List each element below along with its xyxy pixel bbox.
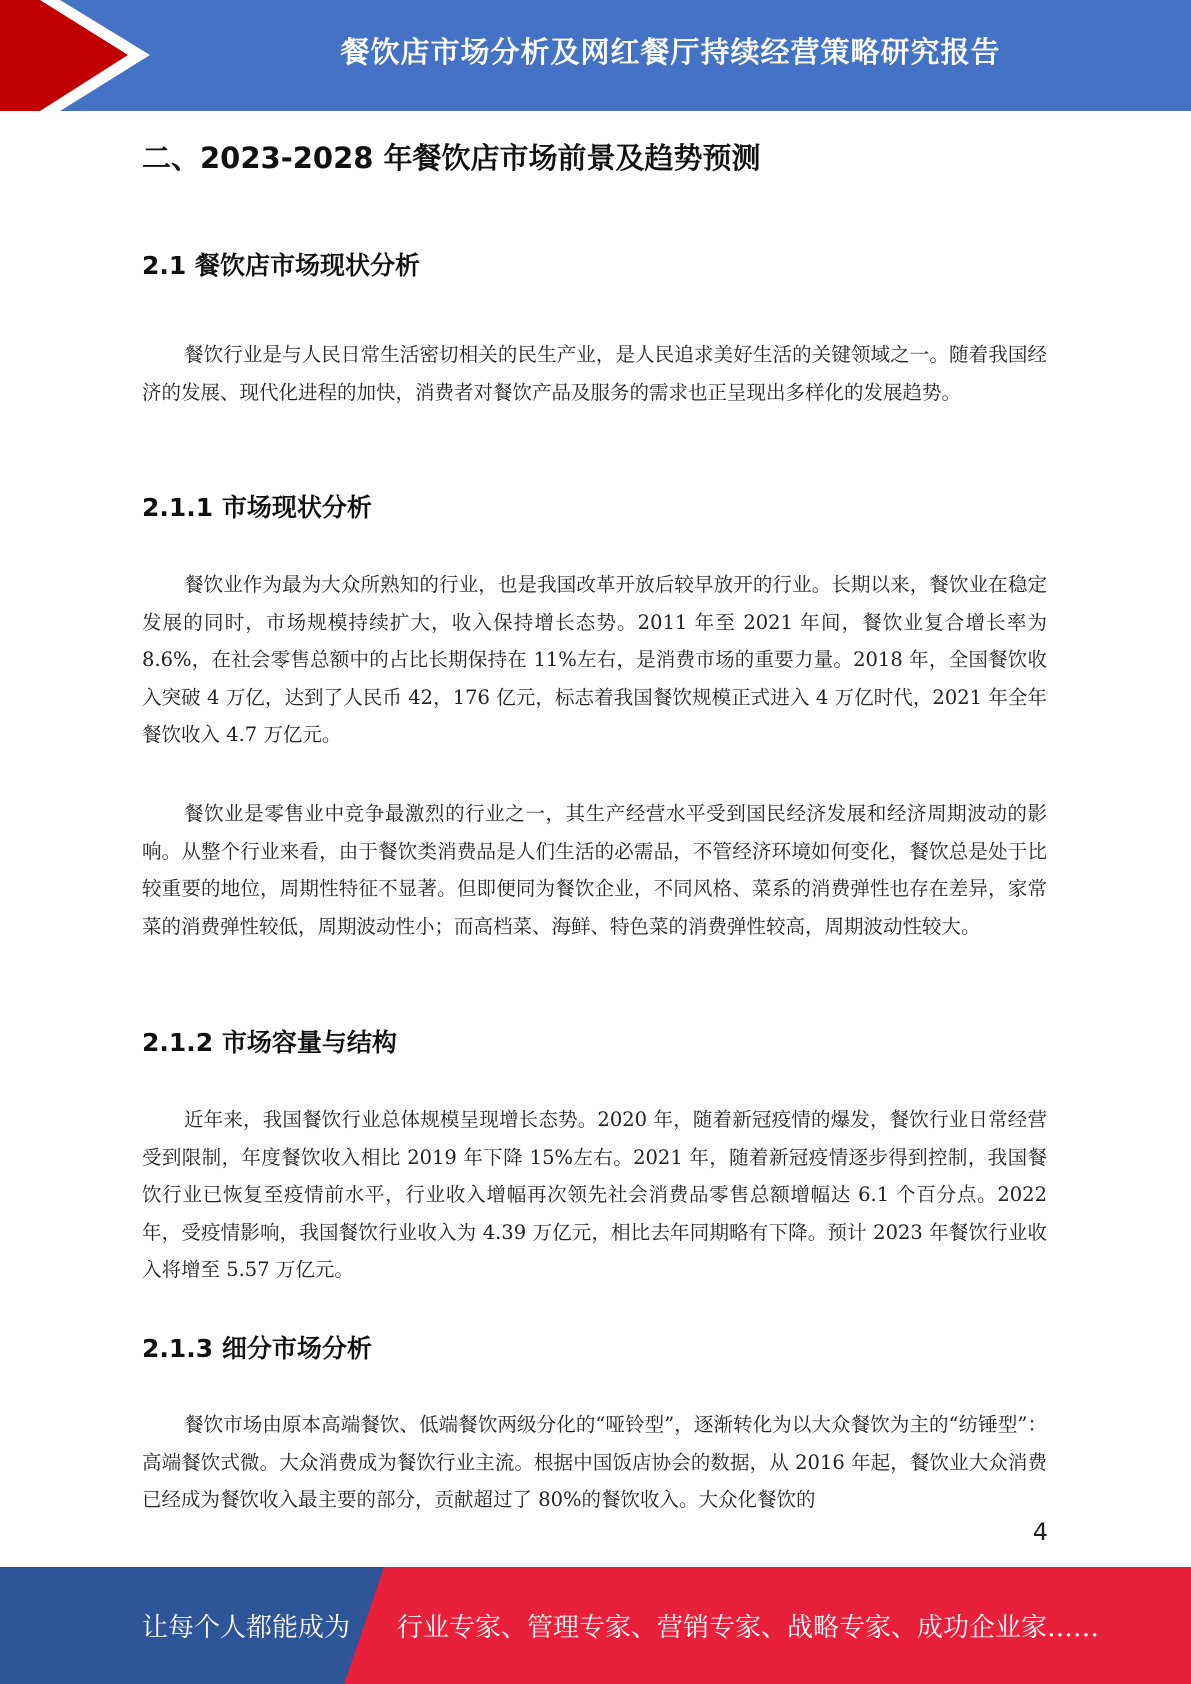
footer-slogan-right: 行业专家、管理专家、营销专家、战略专家、成功企业家…… xyxy=(397,1613,1100,1643)
subsection-title-2-1-2: 2.1.2 市场容量与结构 xyxy=(142,1028,397,1057)
footer-slogan-left: 让每个人都能成为 xyxy=(142,1613,351,1643)
subsection-title-2-1-1: 2.1.1 市场现状分析 xyxy=(142,493,372,522)
report-title: 餐饮店市场分析及网红餐厅持续经营策略研究报告 xyxy=(340,34,1001,69)
page-header xyxy=(0,0,1191,111)
page-number: 4 xyxy=(1032,1518,1048,1546)
paragraph-2-1-1-a: 餐饮业作为最为大众所熟知的行业，也是我国改革开放后较早放开的行业。长期以来，餐饮业在稳定发展的同时，市场规模持续扩大，收入保持增长态势。2011 年至 2021 年间，餐饮业复合增长率为 8.6%，在社会零售总额中的占比长期保持在 11%左右，是消费市场的重要力量。2018 年，全国餐饮收入突破 4 万亿，达到了人民币 42，176 亿元，标志着我国餐饮规模正式进入 4 万亿时代，2021 年全年餐饮收入 4.7 万亿元。 xyxy=(142,573,1047,746)
paragraph-2-1-1-b: 餐饮业是零售业中竞争最激烈的行业之一，其生产经营水平受到国民经济发展和经济周期波动的影响。从整个行业来看，由于餐饮类消费品是人们生活的必需品，不管经济环境如何变化，餐饮总是处于比较重要的地位，周期性特征不显著。但即便同为餐饮企业，不同风格、菜系的消费弹性也存在差异，家常菜的消费弹性较低，周期波动性小；而高档菜、海鲜、特色菜的消费弹性较高，周期波动性较大。 xyxy=(142,802,1047,938)
paragraph-2-1-2: 近年来，我国餐饮行业总体规模呈现增长态势。2020 年，随着新冠疫情的爆发，餐饮行业日常经营受到限制，年度餐饮收入相比 2019 年下降 15%左右。2021 年，随着新冠疫情逐步得到控制，我国餐饮行业已恢复至疫情前水平，行业收入增幅再次领先社会消费品零售总额增幅达 6.1 个百分点。2022 年，受疫情影响，我国餐饮行业收入为 4.39 万亿元，相比去年同期略有下降。预计 2023 年餐饮行业收入将增至 5.57 万亿元。 xyxy=(142,1108,1047,1281)
subsection-title-2-1-3: 2.1.3 细分市场分析 xyxy=(142,1334,372,1363)
page-footer xyxy=(0,1567,1191,1684)
paragraph-2-1: 餐饮行业是与人民日常生活密切相关的民生产业，是人民追求美好生活的关键领域之一。随着我国经济的发展、现代化进程的加快，消费者对餐饮产品及服务的需求也正呈现出多样化的发展趋势。 xyxy=(142,343,1047,404)
subsection-title-2-1: 2.1 餐饮店市场现状分析 xyxy=(142,251,420,280)
section-title: 二、2023-2028 年餐饮店市场前景及趋势预测 xyxy=(142,141,761,175)
paragraph-2-1-3: 餐饮市场由原本高端餐饮、低端餐饮两级分化的“哑铃型”，逐渐转化为以大众餐饮为主的“纺锤型”：高端餐饮式微。大众消费成为餐饮行业主流。根据中国饭店协会的数据，从 2016 年起，餐饮业大众消费已经成为餐饮收入最主要的部分，贡献超过了 80%的餐饮收入。大众化餐饮的 xyxy=(142,1413,1047,1511)
